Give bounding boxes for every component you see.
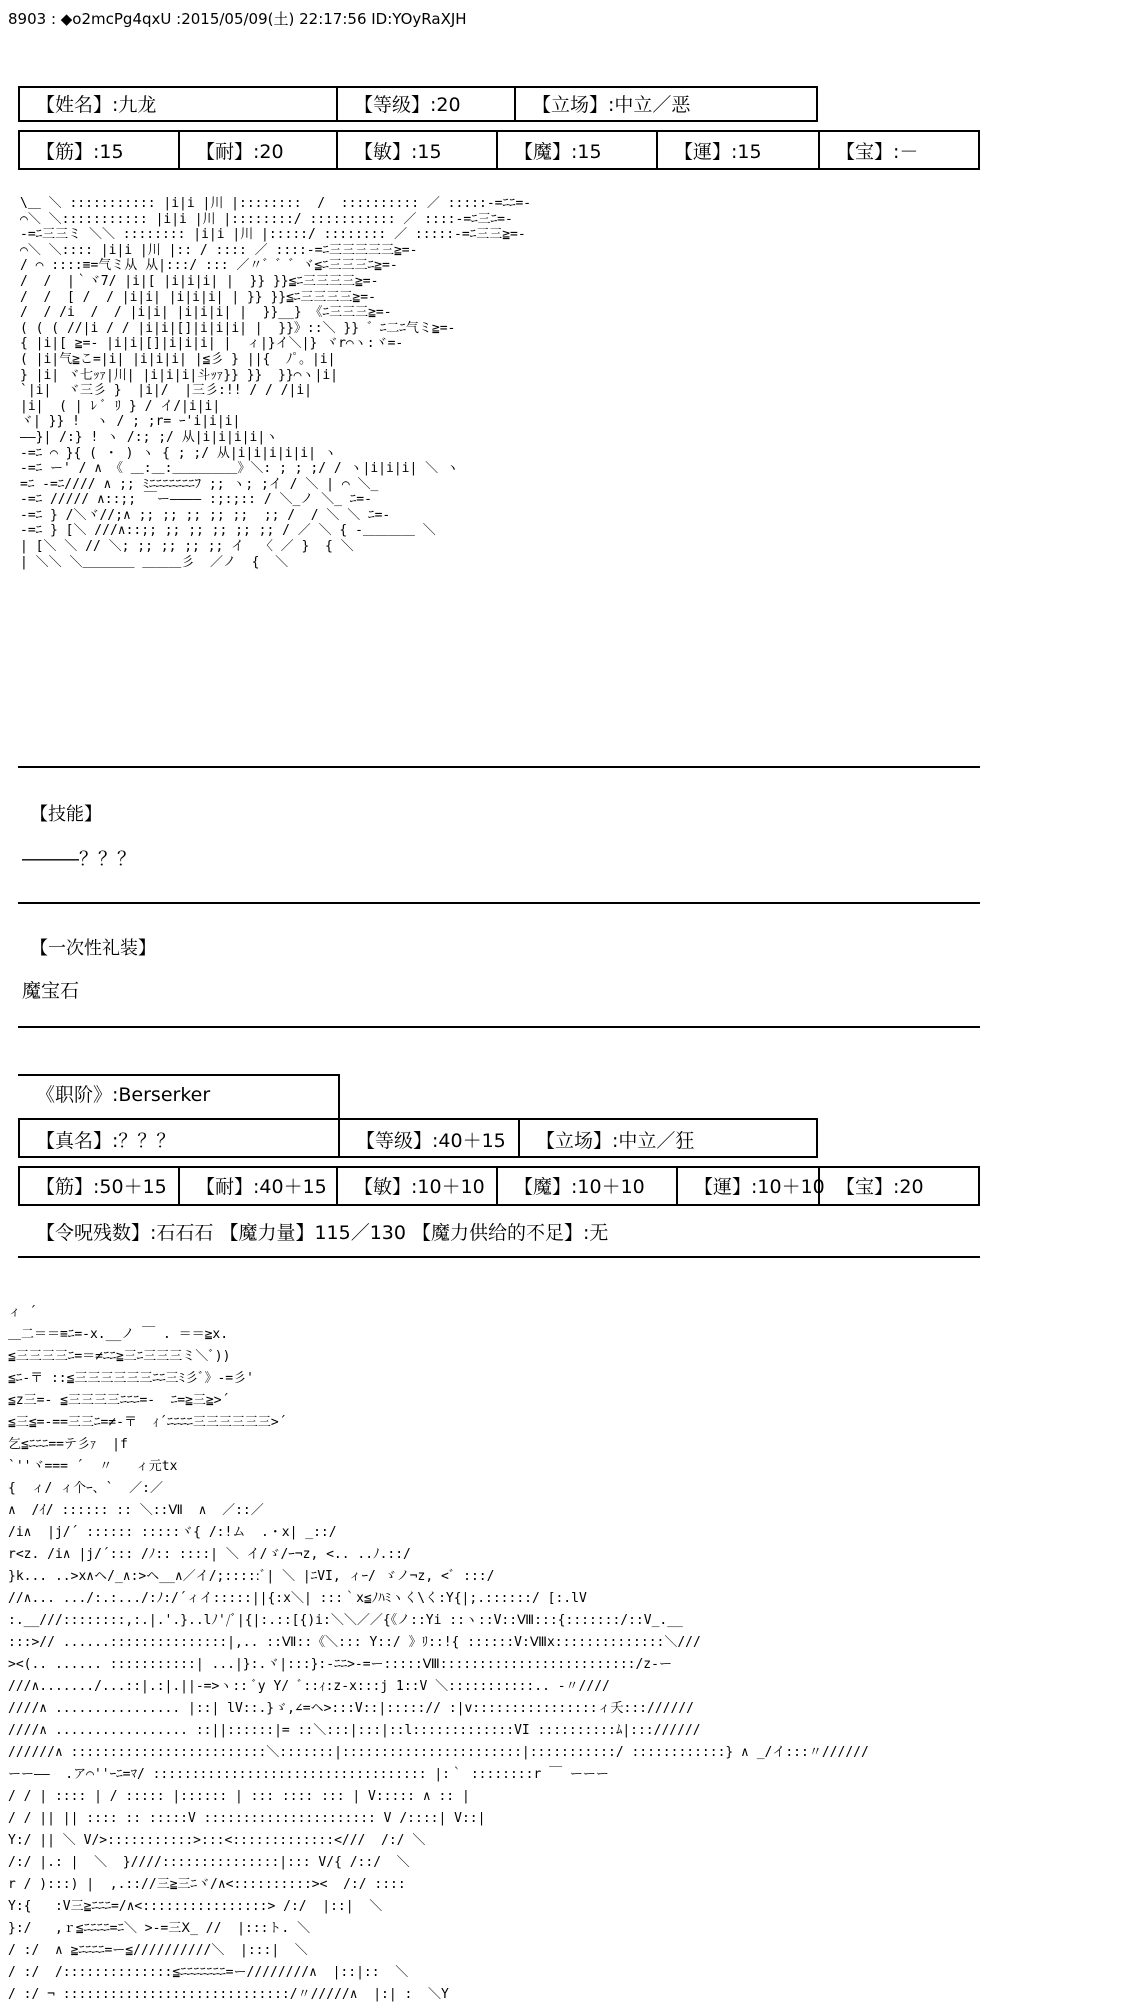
ascii-art-line: \＿ ＼ ::::::::::: |i|i |川 |:::::::: / :::::::::: ／ :::::-=ﾆﾆ=- xyxy=(20,196,532,211)
ascii-art-portrait-2 xyxy=(8,1302,869,2006)
ascii-art-line: / / || || :::: :: :::::V :::::::::::::::::::::: V /::::| V::| xyxy=(8,1811,486,1826)
ascii-art-line: / :/ ¬ :::::::::::::::::::::::::::::/〃/////∧ |:| : ＼Y xyxy=(8,1987,449,2002)
ascii-art-line: / :/ /::::::::::::::≦ﾆﾆﾆﾆﾆﾆﾆ=ー////////∧ |::|:: ＼ xyxy=(8,1965,409,1980)
ascii-art-line: r<z. /i∧ |j/´::: /ﾉ:: ::::| ＼ イ/ゞ/ｰ¬z, <.. ..ﾉ.::/ xyxy=(8,1547,411,1562)
divider xyxy=(18,1166,980,1168)
ascii-art-line: / / /i / / |i|i| |i|i|i| | }}__} 《ﾆ三三三≧=- xyxy=(20,305,392,321)
stats-row xyxy=(18,1170,978,1204)
ascii-art-line: }:/ ,ｒ≦ﾆﾆﾆﾆ=ﾆ＼ >-=三Ⅹ_ // |:::ト. ＼ xyxy=(8,1921,311,1936)
stat-np: 【宝】:20 xyxy=(836,1176,924,1198)
ascii-art-line: -=ﾆ } /＼ヾ//;∧ ;; ;; ;; ;; ;; ;; / / ＼ ＼ ﾆ=- xyxy=(20,507,391,523)
stat-mag: 【魔】:15 xyxy=(514,141,602,163)
ascii-art-line: ////∧ ................ |::| lV::.}ゞ,∠=ヘ>:::V::|:::::// :|v::::::::::::::::ィ夭:::////// xyxy=(8,1701,694,1716)
ascii-art-line: -=ﾆ } [＼ ///∧::;; ;; ;; ;; ;; ;; / ／ ＼ { ‐＿＿＿＿ ＼ xyxy=(20,523,436,539)
ascii-art-line: }k... ..>x∧ヘ/_∧:>ヘ__∧／イ/;:::::ﾞ| ＼ |ﾆVI, ィｰ/ ゞノ¬z, <ﾞ :::/ xyxy=(8,1569,495,1584)
ascii-art-line: { |i|[ ≧=- |i|i|[]|i|i|i| | ィ|}イ＼|} ヾr⌒ヽ:ヾ=- xyxy=(20,336,404,352)
ascii-art-line: ≦三三三三ﾆ=＝≠ﾆﾆ≧三ﾆ三三三ミ＼ﾞ)) xyxy=(8,1349,231,1364)
alignment-field: 【立场】:中立／狂 xyxy=(536,1130,695,1152)
ascii-art-line: / ⌒ ::::≡=气ミ从 从|:::/ ::: ／〃゛゛゛ヾ≦ﾆ三三三ﾆ≧=- xyxy=(20,258,398,274)
name-field: 【姓名】:九龙 xyxy=(36,94,157,116)
ascii-art-line: ( ( ( //|i / / |i|i|[]|i|i|i| | }}》::＼ }} ゛ﾆ二ﾆ气ミ≧=- xyxy=(20,320,456,336)
ascii-art-line: //∧... .../:.:.../:ﾉ:/´ィイ:::::||{:x＼| :::｀x≦ﾉﾊﾐヽく\く:Y{|;.::::::/ [:.lV xyxy=(8,1591,587,1606)
ascii-art-line: `|i| ヾ三彡 } |i|/ |三彡:!! / / /|i| xyxy=(20,383,312,399)
ascii-art-line: Y:/ || ＼ V/>:::::::::::>:::<:::::::::::::</// /:/ ＼ xyxy=(8,1833,426,1848)
ascii-art-line: ーー―― .ア⌒''ｰﾆ=ﾏ/ ::::::::::::::::::::::::::::::::::: |:｀ ::::::::r ￣ ーーー xyxy=(8,1767,609,1782)
ascii-art-line: :.__///::::::::,:.|.'.}..lﾉ'/ﾞ|{|:.::[{)i:＼＼／／{《ノ::Yi ::ヽ::V::Ⅷ:::{:::::::/::V_.__ xyxy=(8,1613,683,1628)
ascii-art-line: ⌒＼ ＼:::: |i|i |川 |:: / :::: ／ ::::-=ﾆ三三三三三≧=- xyxy=(20,242,418,258)
ascii-art-line: { ィ/ ィ个ｰ、` ／:／ xyxy=(8,1481,163,1496)
ascii-art-line: ≦三≦=-==三三ﾆ=≠-〒 ｨ´ﾆﾆﾆﾆ三三三三三三>´ xyxy=(8,1415,287,1430)
divider xyxy=(18,766,980,768)
divider xyxy=(18,902,980,904)
stats-row xyxy=(18,135,978,169)
ascii-art-line: ///∧......./...::|.:|.||-=>ヽ:: ﾞy Y/ ﾞ::ｨ:z-x:::j 1::V ＼:::::::::::.. -〃//// xyxy=(8,1679,610,1694)
ascii-art-line: -=ﾆ ///// ∧::;; ￣ー―――― :;:;:: / ＼_ノ ＼_ ﾆ=- xyxy=(20,492,372,508)
ascii-art-line: / / |｀ヾ7/ |i|[ |i|i|i| | }} }}≦ﾆ三三三三≧=- xyxy=(20,273,379,289)
level-field: 【等级】:40＋15 xyxy=(356,1130,506,1152)
stat-luck: 【運】:10＋10 xyxy=(694,1176,825,1198)
ascii-art-portrait-1 xyxy=(20,196,531,570)
ascii-art-line: ∧ /ｲ/ :::::: :: ＼::Ⅶ ∧ ／::／ xyxy=(8,1503,264,1518)
divider xyxy=(18,1204,980,1206)
stat-agi: 【敏】:15 xyxy=(354,141,442,163)
consumable-body: 魔宝石 xyxy=(22,980,80,1002)
command-seal-row xyxy=(18,1216,978,1250)
identity-row xyxy=(18,88,978,122)
divider xyxy=(338,1074,340,1124)
divider xyxy=(978,1166,980,1204)
ascii-art-line: ヾ| }} ! ヽ / ; ;r= ｰ'i|i|i| xyxy=(20,414,241,430)
ascii-art-line: ( |i|气≧こ=|i| |i|i|i| |≦彡 } ||{ ﾉﾟ。|i| xyxy=(20,351,336,367)
divider xyxy=(18,130,980,132)
divider xyxy=(18,1074,340,1076)
ascii-art-line: ////∧ ................. ::||::::::|= ::＼:::|:::|::l:::::::::::::VI ::::::::::ﾑ|:::////// xyxy=(8,1723,701,1738)
skill-title: 【技能】 xyxy=(30,804,102,825)
ascii-art-line: -=ﾆ ⌒ }{ ( ・ ) ヽ { ; ;/ 从|i|i|i|i|i| ヽ xyxy=(20,445,337,461)
ascii-art-line: ≦ﾆ-〒 ::≦三三三三三三ﾆﾆ三ﾐ彡ﾞ》-=彡' xyxy=(8,1371,254,1386)
skill-body: ―――？？？ xyxy=(22,848,137,870)
ascii-art-line: | ＼＼ ＼＿＿＿＿ ＿＿＿彡 ／ノ { ＼ xyxy=(20,554,289,570)
class-row xyxy=(18,1078,978,1112)
ascii-art-line: =ﾆ -=ﾆ//// ∧ ;; ﾐﾆﾆﾆﾆﾆﾆﾆﾌ ;; ヽ; ;イ / ＼ | ⌒ ＼_ xyxy=(20,476,379,492)
ascii-art-line: ＿二＝＝≡ﾆ=-x.__ノ ￣ . ＝＝≧x. xyxy=(8,1327,229,1342)
true-name-field: 【真名】:？？？ xyxy=(36,1130,176,1152)
alignment-field: 【立场】:中立／恶 xyxy=(532,94,691,116)
stat-end: 【耐】:40＋15 xyxy=(196,1176,327,1198)
ascii-art-line: } |i| ヾ七ｯｧ|川| |i|i|i|斗ｯｧ}} }} }}⌒ヽ|i| xyxy=(20,367,338,383)
ascii-art-line: |i| ( | ﾚ ﾞ ﾘ } / イ/|i|i| xyxy=(20,398,221,414)
ascii-art-line: `''ヾ=== ´ 〃 ィ元tx xyxy=(8,1459,178,1474)
class-field: 《职阶》:Berserker xyxy=(36,1084,211,1106)
stat-end: 【耐】:20 xyxy=(196,141,284,163)
consumable-title: 【一次性礼装】 xyxy=(30,938,156,959)
command-seal-mana-field: 【令呪残数】:石石石 【魔力量】115／130 【魔力供给的不足】:无 xyxy=(36,1222,609,1244)
stat-str: 【筋】:15 xyxy=(36,141,124,163)
ascii-art-line: /:/ |.: | ＼ }////:::::::::::::::|::: V/{ /::/ ＼ xyxy=(8,1855,410,1870)
level-field: 【等级】:20 xyxy=(354,94,461,116)
post-header: 8903 : ◆o2mcPg4qxU :2015/05/09(土) 22:17:56 ID:YOyRaXJH xyxy=(8,10,467,28)
stat-str: 【筋】:50＋15 xyxy=(36,1176,167,1198)
ascii-art-line: / / [ / / |i|i| |i|i|i| | }} }}≦ﾆ三三三三≧=- xyxy=(20,289,376,305)
stat-agi: 【敏】:10＋10 xyxy=(354,1176,485,1198)
ascii-art-line: //////∧ :::::::::::::::::::::::::＼:::::::|:::::::::::::::::::::::|:::::::::::/ ::::::::::::} ∧ _/イ:::〃////// xyxy=(8,1745,869,1760)
divider xyxy=(978,130,980,168)
ascii-art-line: /i∧ |j/´ :::::: :::::ヾ{ /:!ム .・x| _::/ xyxy=(8,1525,337,1540)
stat-mag: 【魔】:10＋10 xyxy=(514,1176,645,1198)
ascii-art-line: -=ﾆ ー' / ∧ 《 ＿:＿:＿＿＿＿＿》＼: ; ; ;/ / ヽ|i|i|i| ＼ ヽ xyxy=(20,461,459,477)
stat-np: 【宝】:－ xyxy=(836,141,919,163)
ascii-art-line: ><(.. ...... :::::::::::| ...|}:.ヾ|:::}:-ﾆﾆ>-=ー:::::Ⅷ:::::::::::::::::::::::::/z-ー xyxy=(8,1657,672,1672)
ascii-art-line: ――}| /:} ! ヽ /:; ;/ 从|i|i|i|i|ヽ xyxy=(20,429,279,445)
ascii-art-line: ⌒＼ ＼::::::::::: |i|i |川 |::::::::/ ::::::::::: ／ ::::-=ﾆ三ﾆ=- xyxy=(20,211,513,227)
ascii-art-line: -=ﾆ三三ミ ＼＼ :::::::: |i|i |川 |:::::/ :::::::: ／ :::::-=ﾆ三三≧=- xyxy=(20,227,526,243)
divider xyxy=(18,1026,980,1028)
ascii-art-line: Y:{ :V三≧ﾆﾆﾆ=/∧<::::::::::::::::> /:/ |::| ＼ xyxy=(8,1899,383,1914)
ascii-art-line: | [＼ ＼ // ＼; ;; ;; ;; ;; イ 〈 ／ } { ＼ xyxy=(20,539,354,555)
ascii-art-line: :::>// ......:::::::::::::::|,.. ::Ⅶ::《＼::: Y::/ 》ﾘ::!{ ::::::V:Ⅷx::::::::::::::＼/// xyxy=(8,1635,701,1650)
divider xyxy=(18,1256,980,1258)
ascii-art-line: r / ):::) | ,.:://三≧三ﾆヾ/∧<::::::::::>< /:/ :::: xyxy=(8,1877,406,1892)
ascii-art-line: / :/ ∧ ≧ﾆﾆﾆﾆ=ー≦//////////＼ |:::| ＼ xyxy=(8,1943,308,1958)
ascii-art-line: / / | :::: | / ::::: |:::::: | ::: :::: ::: | V::::: ∧ :: | xyxy=(8,1789,470,1804)
identity-row xyxy=(18,1124,978,1158)
ascii-art-line: ィ ´ xyxy=(8,1305,37,1320)
ascii-art-line: 乞≦ﾆﾆﾆ==テ彡ｧ |f xyxy=(8,1437,128,1452)
stat-luck: 【運】:15 xyxy=(674,141,762,163)
divider xyxy=(18,1118,818,1120)
ascii-art-line: ≦z三=- ≦三三三三ﾆﾆﾆ=- ﾆ=≧三≧>´ xyxy=(8,1393,230,1408)
